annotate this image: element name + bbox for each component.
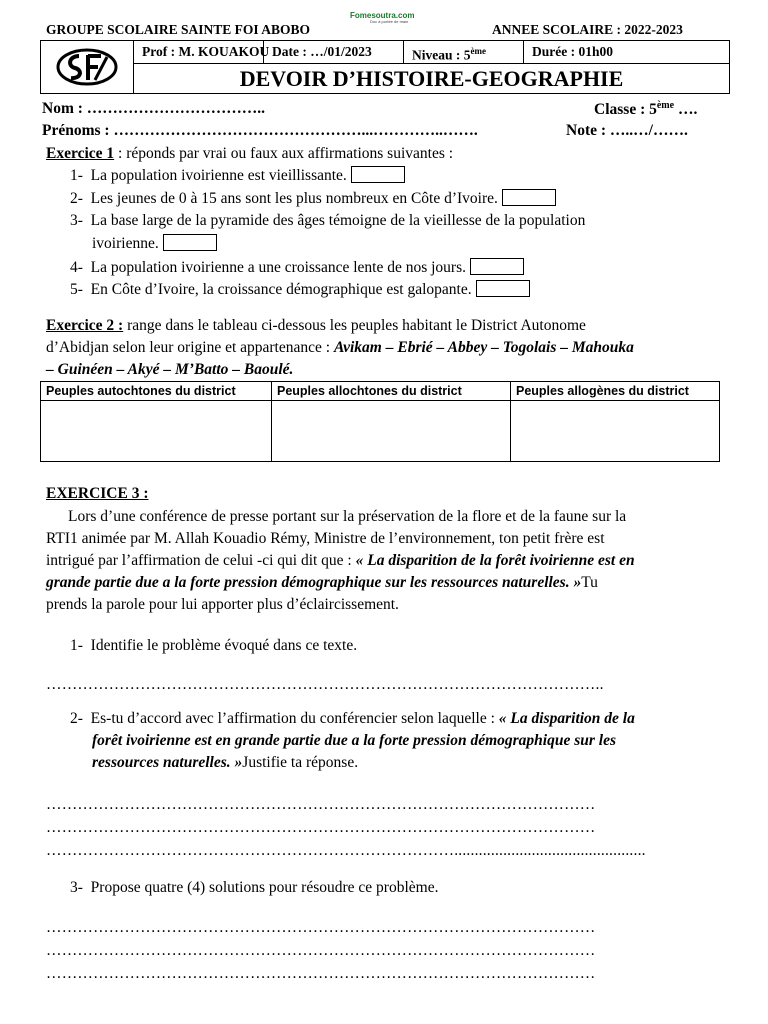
- item-number: 4-: [70, 259, 83, 276]
- answer-line[interactable]: ……………………………………………………………………………………………: [46, 942, 596, 959]
- level-sup: ème: [470, 46, 486, 56]
- question1-text: Identifie le problème évoqué dans ce texte.: [90, 637, 358, 654]
- ex1-item-4: [70, 258, 524, 277]
- ex1-item-2: [70, 189, 556, 208]
- ex3-quote-start: « La disparition de la forêt ivoirienne est en: [355, 552, 635, 569]
- item-text: ivoirienne.: [92, 235, 159, 252]
- question2-justify: Justifie ta réponse.: [242, 754, 359, 771]
- date-cell: Date : …/01/2023: [264, 41, 404, 63]
- grade-field[interactable]: Note : …..…/…….: [566, 122, 688, 139]
- question2-quote: « La disparition de la: [498, 710, 635, 727]
- exam-header-box: [40, 40, 730, 94]
- exercise1-label: Exercice 1: [46, 145, 115, 162]
- ex1-item-5: [70, 280, 530, 299]
- answer-box[interactable]: [470, 258, 524, 275]
- ex1-item-1: [70, 166, 405, 185]
- watermark-tagline: Doc à portée de main: [370, 19, 409, 24]
- question2-quote-cont: forêt ivoirienne est en grande partie due a la forte pression démographique sur les: [92, 732, 616, 749]
- ex2-peoples-list-cont: – Guinéen – Akyé – M’Batto – Baoulé.: [46, 361, 294, 378]
- ex3-question1: 1- Identifie le problème évoqué dans ce texte.: [70, 637, 358, 654]
- question2-quote-end: ressources naturelles. »: [92, 754, 243, 771]
- class-sup: ème: [656, 100, 675, 111]
- duration-cell: Durée : 01h00: [532, 44, 613, 59]
- question2-text: Es-tu d’accord avec l’affirmation du conférencier selon laquelle :: [90, 710, 499, 727]
- answer-line[interactable]: ……………………………………………………………………………………………: [46, 919, 596, 936]
- teacher-cell: Prof : M. KOUAKOU: [134, 41, 264, 63]
- item-number: 5-: [70, 281, 83, 298]
- level-cell: [404, 41, 524, 63]
- answer-line[interactable]: ……………………………………………………………………………………………: [46, 796, 596, 813]
- answer-box[interactable]: [502, 189, 556, 206]
- item-text: Les jeunes de 0 à 15 ans sont les plus nombreux en Côte d’Ivoire.: [90, 190, 498, 207]
- ex1-item-3-cont: [92, 234, 217, 253]
- exercise2-instruction: [46, 315, 740, 381]
- ex1-item-3: [70, 212, 585, 230]
- answer-line[interactable]: ……………………………………………………………………………………………: [46, 965, 596, 982]
- class-dots: ….: [674, 101, 698, 119]
- answer-line[interactable]: ……………………………………………………………………………………………: [46, 819, 596, 836]
- watermark-text: Fomesoutra.com: [350, 11, 415, 20]
- firstname-field[interactable]: Prénoms : …………………………………………...…………..…….: [42, 122, 478, 139]
- school-logo: [41, 41, 134, 93]
- question3-text: Propose quatre (4) solutions pour résoudre ce problème.: [90, 879, 439, 896]
- col-autochtones: Peuples autochtones du district: [41, 382, 272, 401]
- class-field[interactable]: [594, 100, 697, 119]
- level-text: Niveau : 5: [412, 47, 471, 63]
- item-text: La population ivoirienne a une croissance lente de nos jours.: [90, 259, 467, 276]
- ex3-question2: 2- Es-tu d’accord avec l’affirmation du conférencier selon laquelle : « La disparition de la forêt ivoirienne est en grande partie due a la forte pression démographique sur les ressources naturelles. »Justifie ta réponse.: [70, 708, 740, 774]
- cell-allochtones[interactable]: [272, 401, 511, 462]
- fomesoutra-watermark: [350, 12, 414, 24]
- cell-autochtones[interactable]: [41, 401, 272, 462]
- exercise3-text: [46, 506, 740, 616]
- peoples-table: [40, 381, 720, 462]
- item-number: 1-: [70, 167, 83, 184]
- item-number: 3-: [70, 212, 83, 229]
- answer-line[interactable]: ……………………………………………………………………...............................................: [46, 842, 646, 859]
- ex2-peoples-list: Avikam – Ebrié – Abbey – Togolais – Mahouka: [333, 339, 634, 356]
- ex3-line1: Lors d’une conférence de presse portant sur la préservation de la flore et de la faune sur la: [68, 508, 627, 525]
- ex3-line3a: intrigué par l’affirmation de celui -ci qui dit que :: [46, 552, 356, 569]
- exam-info-row: [134, 41, 729, 64]
- name-field[interactable]: Nom : ……………………………..: [42, 100, 266, 117]
- col-allogenes: Peuples allogènes du district: [511, 382, 720, 401]
- answer-box[interactable]: [476, 280, 530, 297]
- answer-box[interactable]: [351, 166, 405, 183]
- class-label: Classe : 5: [594, 101, 657, 119]
- item-text: La population ivoirienne est vieillissante.: [90, 167, 347, 184]
- answer-box[interactable]: [163, 234, 217, 251]
- item-number: 2-: [70, 190, 83, 207]
- exercise1-instruction: : réponds par vrai ou faux aux affirmations suivantes :: [114, 145, 454, 162]
- answer-line[interactable]: ……………………………………………………………………………………………..: [46, 676, 604, 693]
- col-allochtones: Peuples allochtones du district: [272, 382, 511, 401]
- ex2-instruction-line1: range dans le tableau ci-dessous les peuples habitant le District Autonome: [123, 317, 586, 334]
- item-text: La base large de la pyramide des âges témoigne de la vieillesse de la population: [90, 212, 586, 229]
- cell-allogenes[interactable]: [511, 401, 720, 462]
- school-year: ANNEE SCOLAIRE : 2022-2023: [492, 22, 683, 37]
- exercise3-label: EXERCICE 3 :: [46, 485, 149, 502]
- ex3-question3: 3- Propose quatre (4) solutions pour résoudre ce problème.: [70, 879, 439, 896]
- item-text: En Côte d’Ivoire, la croissance démographique est galopante.: [90, 281, 472, 298]
- exam-title: DEVOIR D’HISTOIRE-GEOGRAPHIE: [239, 66, 624, 91]
- ex3-quote-end: grande partie due a la forte pression démographique sur les ressources naturelles. »: [46, 574, 582, 591]
- ex2-instruction-line2: d’Abidjan selon leur origine et appartenance :: [46, 339, 334, 356]
- school-name: GROUPE SCOLAIRE SAINTE FOI ABOBO: [46, 22, 311, 37]
- ex3-line2: RTI1 animée par M. Allah Kouadio Rémy, Ministre de l’environnement, ton petit frère est: [46, 530, 605, 547]
- ex3-line5: prends la parole pour lui apporter plus d’éclaircissement.: [46, 596, 399, 613]
- ex3-line4b: Tu: [581, 574, 598, 591]
- exercise1-heading: [46, 145, 453, 163]
- exercise2-label: Exercice 2 :: [46, 317, 124, 334]
- school-logo-icon: [55, 47, 119, 87]
